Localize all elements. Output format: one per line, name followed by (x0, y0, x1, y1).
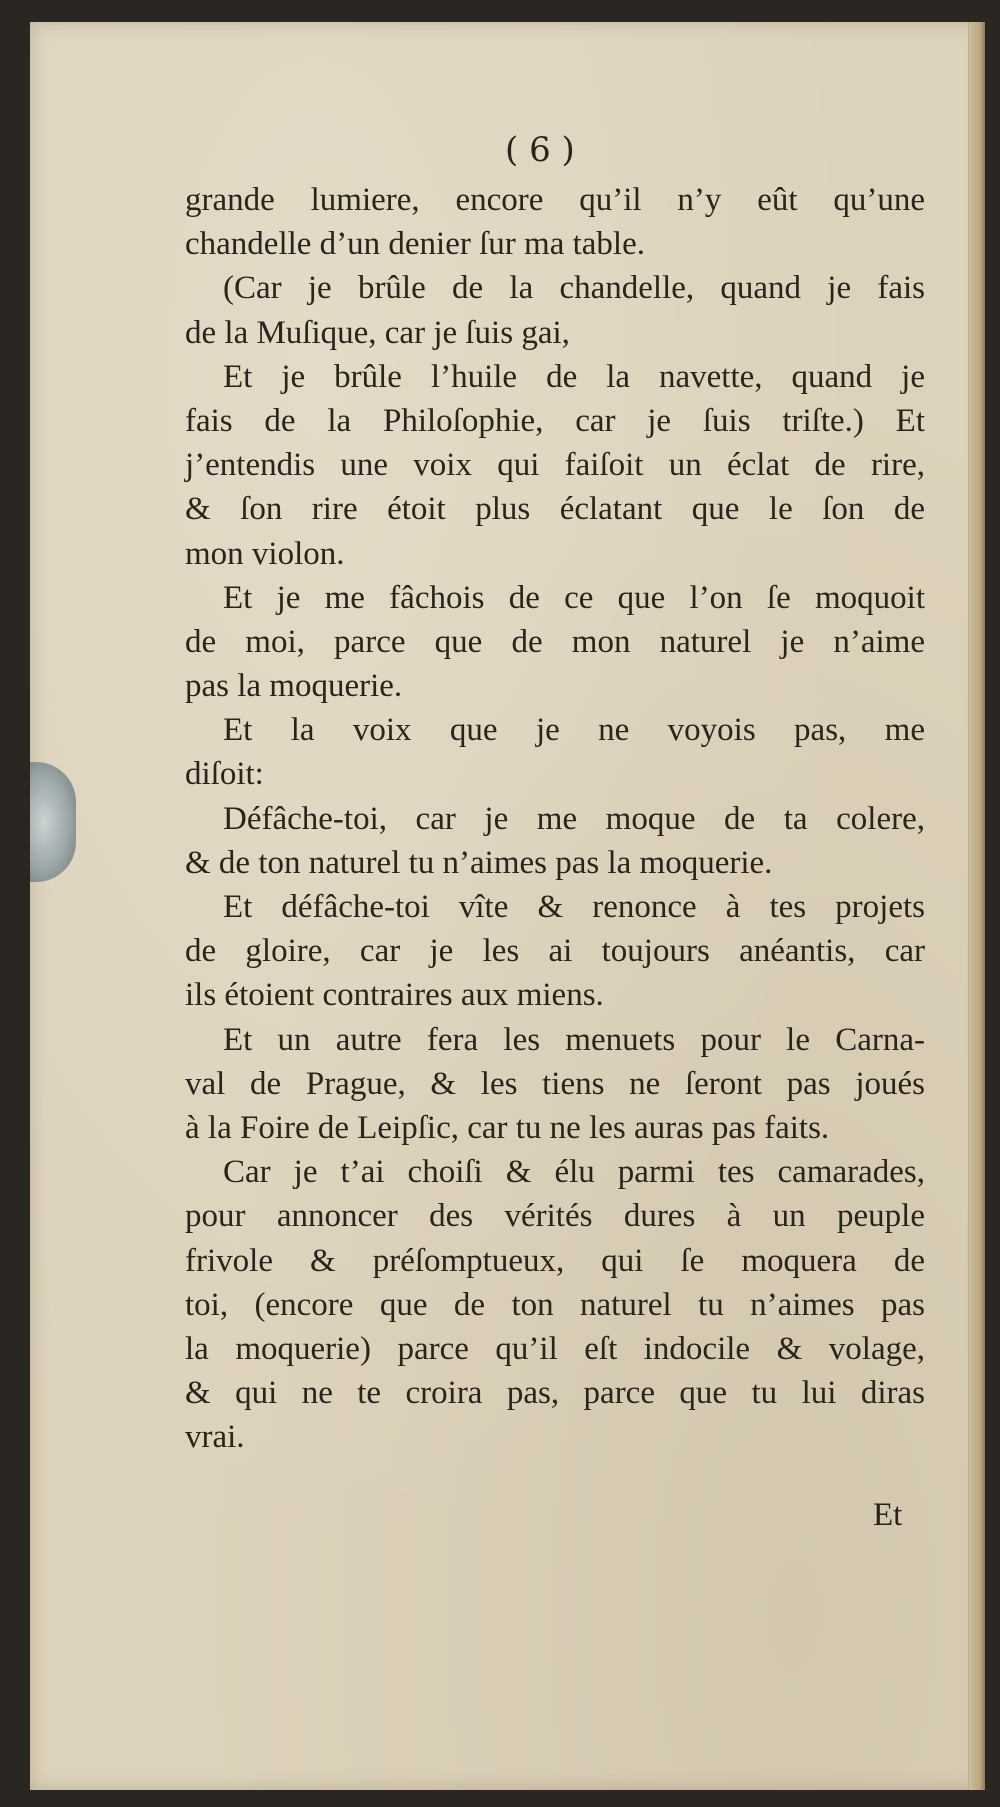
text-line: diſoit: (185, 756, 264, 793)
text-line: val de Prague, & les tiens ne ſeront pas joués (185, 1065, 925, 1102)
page-edge (968, 22, 985, 1790)
text-line: vrai. (185, 1419, 245, 1456)
text-line: pas la moquerie. (185, 668, 403, 705)
text-line: Et je me fâchois de ce que l’on ſe moquoit (223, 579, 925, 616)
text-line: mon violon. (185, 535, 345, 572)
text-line: chandelle d’un denier ſur ma table. (185, 226, 645, 263)
text-line: Et un autre fera les menuets pour le Carna- (223, 1021, 925, 1058)
text-line: de gloire, car je les ai toujours anéantis, car (185, 933, 925, 970)
text-line: fais de la Philoſophie, car je ſuis triſte.) Et (185, 402, 925, 439)
page-number: ( 6 ) (505, 130, 575, 170)
body-text (185, 178, 925, 1459)
text-line: & qui ne te croira pas, parce que tu lui diras (185, 1375, 925, 1412)
text-line: la moquerie) parce qu’il eſt indocile & volage, (185, 1330, 925, 1367)
text-line: pour annoncer des vérités dures à un peuple (185, 1198, 925, 1235)
text-line: grande lumiere, encore qu’il n’y eût qu’une (185, 182, 925, 218)
text-line: de la Muſique, car je ſuis gai, (185, 314, 570, 351)
text-line: de moi, parce que de mon naturel je n’aime (185, 623, 925, 660)
text-line: Car je t’ai choiſi & élu parmi tes camarades, (223, 1154, 925, 1191)
text-line: & de ton naturel tu n’aimes pas la moquerie. (185, 844, 773, 881)
text-line: frivole & préſomptueux, qui ſe moquera de (185, 1242, 925, 1279)
clip-mark (30, 762, 76, 882)
text-line: & ſon rire étoit plus éclatant que le ſon de (185, 491, 925, 528)
text-line: ils étoient contraires aux miens. (185, 977, 604, 1014)
text-line: Et défâche-toi vîte & renonce à tes projets (223, 889, 925, 925)
text-line: à la Foire de Leipſic, car tu ne les auras pas faits. (185, 1109, 830, 1146)
text-line: Et la voix que je ne voyois pas, me (223, 712, 925, 749)
text-line: Défâche-toi, car je me moque de ta colere, (223, 800, 925, 837)
text-line: j’entendis une voix qui faiſoit un éclat de rire, (185, 447, 925, 484)
text-line: (Car je brûle de la chandelle, quand je fais (223, 270, 925, 307)
text-line: Et je brûle l’huile de la navette, quand je (223, 358, 925, 395)
catchword: Et (873, 1497, 903, 1533)
text-line: toi, (encore que de ton naturel tu n’aimes pas (185, 1286, 925, 1323)
